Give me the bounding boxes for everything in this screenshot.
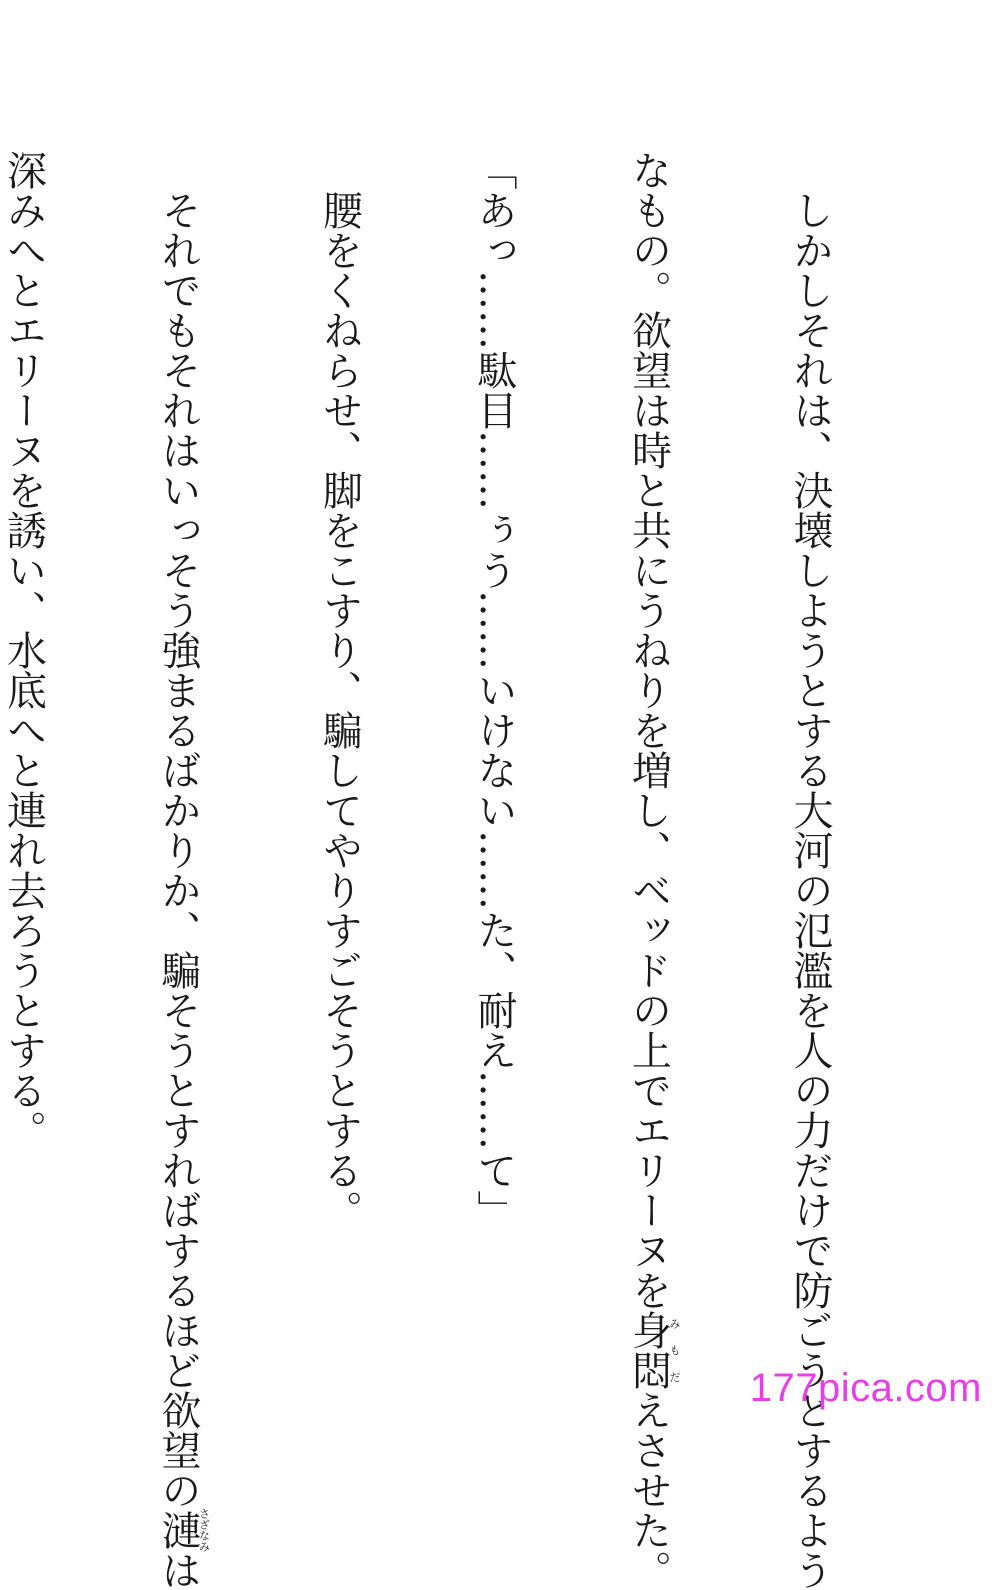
ruby-annotation: 漣さざなみ <box>155 1508 211 1552</box>
paragraph-line: なもの。欲望は時と共にうねりを増し、ベッドの上でエリーヌを身悶みもだえさせた。 <box>625 150 681 1590</box>
dialogue-line: 「あっ……駄目……ぅう……いけない……た、耐え……て」 <box>471 150 517 1230</box>
paragraph-line: 腰をくねらせ、脚をこすり、騙してやりすごそうとする。 <box>316 190 363 1230</box>
paragraph-line: それでもそれはいっそう強まるばかりか、騙そうとすればするほど欲望の漣さざなみは <box>155 190 211 1590</box>
paragraph-line: 深みへとエリーヌを誘い、水底へと連れ去ろうとする。 <box>0 150 47 1150</box>
ruby-annotation: 身悶みもだ <box>625 1310 681 1390</box>
site-watermark: 177pica.com <box>749 1366 982 1410</box>
paragraph-line: しかしそれは、決壊しようとする大河の氾濫を人の力だけで防ごうとするよう <box>787 190 833 1590</box>
